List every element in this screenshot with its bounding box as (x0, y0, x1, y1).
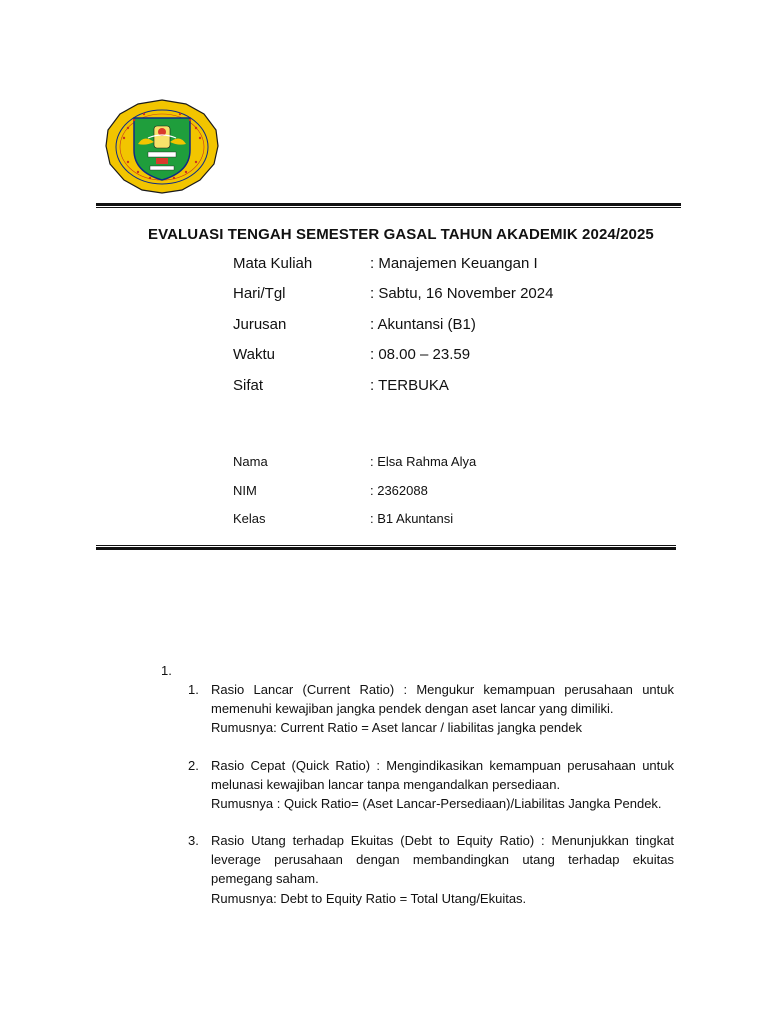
answer-number: 1. (188, 682, 199, 697)
document-title: EVALUASI TENGAH SEMESTER GASAL TAHUN AKADEMIK 2024/2025 (148, 226, 654, 243)
student-label: NIM (233, 483, 257, 498)
info-value: : Manajemen Keuangan I (370, 255, 538, 272)
answer-item (188, 756, 674, 814)
answer-number: 3. (188, 833, 199, 848)
info-value: : Sabtu, 16 November 2024 (370, 285, 554, 302)
header-divider-top (96, 203, 681, 208)
student-value: : 2362088 (370, 483, 428, 498)
info-row-sifat (233, 377, 449, 394)
student-row-nama (233, 454, 476, 469)
student-row-nim (233, 483, 428, 498)
header-divider-bottom (96, 545, 676, 550)
info-row-mata-kuliah (233, 255, 538, 272)
info-label: Mata Kuliah (233, 255, 313, 272)
answer-formula: Rumusnya: Current Ratio = Aset lancar / liabilitas jangka pendek (211, 720, 583, 736)
answer-text: Rasio Cepat (Quick Ratio) : Mengindikasikan kemampuan perusahaan untuk melunasi kewajiban lancar tanpa mengandalkan persediaan. (211, 758, 674, 793)
institution-logo (104, 98, 220, 194)
student-label: Kelas (233, 511, 266, 526)
info-label: Sifat (233, 377, 264, 394)
answer-text: Rasio Lancar (Current Ratio) : Mengukur kemampuan perusahaan untuk memenuhi kewajiban jangka pendek dengan aset lancar yang dimiliki. (211, 682, 674, 717)
info-value: : TERBUKA (370, 377, 449, 394)
info-row-jurusan (233, 316, 476, 333)
answer-number: 2. (188, 758, 199, 773)
info-label: Jurusan (233, 316, 287, 333)
answer-item (188, 680, 674, 738)
student-label: Nama (233, 454, 268, 469)
info-label: Waktu (233, 346, 275, 363)
answer-text: Rasio Utang terhadap Ekuitas (Debt to Equity Ratio) : Menunjukkan tingkat leverage perusahaan dengan membandingkan utang terhadap ekuitas pemegang saham. (211, 833, 674, 887)
student-row-kelas (233, 511, 453, 526)
itebis-seal-icon (104, 98, 220, 194)
answer-formula: Rumusnya: Debt to Equity Ratio = Total Utang/Ekuitas. (211, 890, 527, 906)
info-value: : Akuntansi (B1) (370, 316, 476, 333)
question-number: 1. (161, 663, 172, 678)
info-value: : 08.00 – 23.59 (370, 346, 471, 363)
student-value: : Elsa Rahma Alya (370, 454, 477, 469)
answer-item (188, 831, 674, 908)
info-row-waktu (233, 346, 470, 363)
answer-formula: Rumusnya : Quick Ratio= (Aset Lancar-Persediaan)/Liabilitas Jangka Pendek. (211, 796, 662, 812)
info-label: Hari/Tgl (233, 285, 286, 302)
info-row-hari-tgl (233, 285, 553, 302)
student-value: : B1 Akuntansi (370, 511, 454, 526)
